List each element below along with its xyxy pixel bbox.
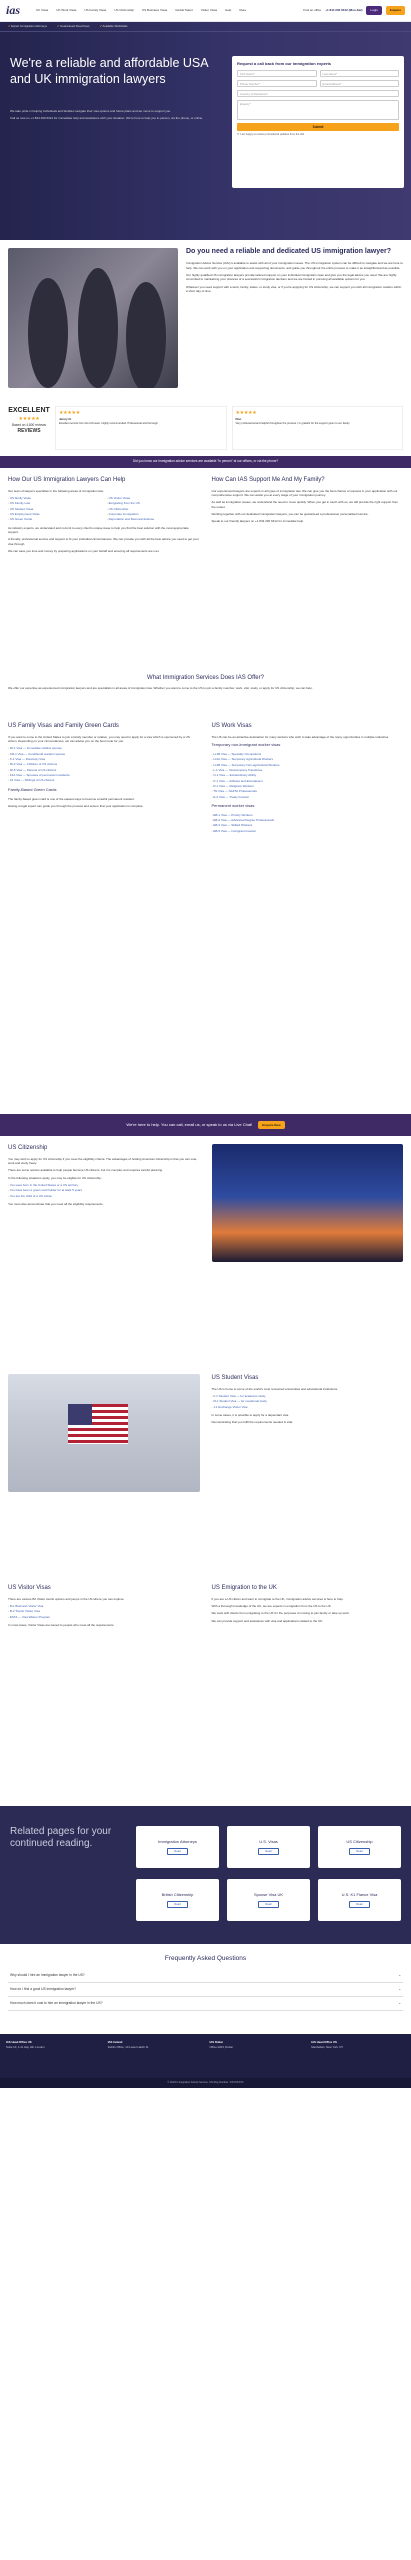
list-item[interactable]: › EB-5 Visa — Immigrant Investor (212, 829, 404, 833)
list-item[interactable]: › Corporate Immigration (107, 512, 200, 516)
header-actions (303, 6, 405, 14)
family-title: US Family Visas and Family Green Cards (8, 723, 119, 729)
list-item[interactable]: › L-1 Visa — Intracompany Transferee (212, 768, 404, 772)
support-p3: Working together with our dedicated immigration lawyers, you can be guaranteed a professional, personalised service. (211, 512, 369, 517)
list-item[interactable]: › IR-1 Visa — Immediate relative spouse (8, 746, 200, 750)
nav-item[interactable]: More (239, 8, 247, 13)
reviewer-name: Jenny N. (59, 417, 72, 422)
nav-item[interactable]: UK Work Visas (56, 8, 77, 13)
nav-item[interactable]: US Business Visas (142, 8, 168, 13)
visitor-visa-list (8, 1604, 200, 1620)
family-p3: Having a legal expert can guide you through the process and ensure that your application is complete. (8, 803, 144, 808)
dedicated-section (0, 240, 411, 400)
list-item[interactable]: › You are the child of a US citizen (8, 1194, 200, 1198)
family-p: If you want to come to the United States to join a family member or relative, you may need to apply for a visa which is sponsored by a US citizen. Depending on your circumstances, we can advise you on the best route for you. (8, 734, 190, 744)
star-rating-icon: ★★★★★ (18, 416, 40, 423)
citizenship-section (0, 1136, 411, 1366)
emigration-p3: We work with clients from emigrating to the UK for the purposes of moving to join family or take up work. (211, 1611, 350, 1616)
list-item[interactable]: › Deportation and Removal defense (107, 517, 200, 521)
chevron-down-icon: ⌄ (398, 1973, 401, 1978)
list-item[interactable]: › B-1 Business Visitor Visa (8, 1604, 200, 1608)
hero-text-2: Call us now on +1 844 290 6312 for immediate help and assistance with your situation. We're here to help you in-person, via the phone, or online. (10, 116, 204, 121)
list-item[interactable]: › EB-3 Visa — Skilled Workers (212, 823, 404, 827)
city-skyline-photo (212, 1144, 404, 1262)
faq-question: How do I find a good US immigration lawyer? (10, 1987, 76, 1992)
main-nav (36, 8, 303, 12)
lawyers-team-photo (8, 248, 178, 388)
help-p4: We can save you time and money by preparing applications on your behalf and ensuring all requirements are met. (8, 549, 160, 554)
list-item[interactable]: › You were born in the United States or a US territory (8, 1183, 200, 1187)
review-card (55, 406, 227, 450)
list-item[interactable]: › IR-2 Visa — Children of US citizens (8, 762, 200, 766)
work-p: The US can be an attractive destination for many workers who wish to take advantage of the many opportunities in multiple industries. (211, 734, 390, 739)
list-item[interactable]: › M-1 Student Visa — for vocational study (212, 1399, 404, 1403)
login-button[interactable]: Login (366, 6, 381, 14)
list-item[interactable]: › F-1 Student Visa — for academic study (212, 1394, 404, 1398)
list-item[interactable]: › US family Visas (8, 496, 101, 500)
faq-item[interactable] (8, 1997, 403, 2011)
promo-checkbox[interactable]: ☐ I am happy to receive promotional updates from the IAS (237, 133, 305, 137)
enquire-button[interactable]: Enquire (386, 6, 405, 14)
footer-office-address: Suite 10, 1-11 Hay Hill, London (6, 2045, 45, 2050)
cta-banner (0, 1114, 411, 1136)
related-card-title: Immigration Attorneys (158, 1838, 197, 1844)
related-card-title: British Citizenship (161, 1891, 194, 1897)
services-intro: We offer our expertise as experienced immigration lawyers and are specialists in all areas of immigration law. Whether you want to come to the US to join a family member, work, visit, study, or apply for US citizenship, we can help. (8, 685, 313, 690)
family-visa-list (8, 746, 200, 783)
promo-checkbox-label: I am happy to receive promotional updates from the IAS (240, 133, 305, 137)
footer-office-address: Dublin Office, 10 Lower Hatch St (107, 2045, 149, 2050)
nav-item[interactable]: Global Talent (175, 8, 193, 13)
top-nav-bar (0, 0, 411, 22)
list-item[interactable]: › Emigrating from the US (107, 501, 200, 505)
cta-text: We're here to help. You can call, email us, or speak to us via Live Chat! (126, 1122, 253, 1128)
read-button[interactable]: Read (167, 1901, 187, 1909)
related-card[interactable] (318, 1879, 401, 1921)
footer-office-title: IAS Ireland (107, 2040, 123, 2044)
dedicated-title: Do you need a reliable and dedicated US immigration lawyer? (186, 248, 391, 255)
faq-question: Why should I hire an immigration lawyer in the US? (10, 1973, 85, 1978)
list-item[interactable]: › H-2A Visa — Temporary Agricultural Workers (212, 757, 404, 761)
callback-form (232, 56, 404, 188)
footer-office-title: IAS Head Office US (311, 2040, 337, 2044)
list-item[interactable]: › TN Visa — NAFTA Professionals (212, 789, 404, 793)
list-item[interactable]: › CR-1 Visa — Conditional resident spouse (8, 752, 200, 756)
hero-section (0, 22, 411, 240)
faq-title: Frequently Asked Questions (164, 1955, 247, 1962)
related-card-title: U.S. Visas (259, 1838, 278, 1844)
student-section (0, 1366, 411, 1576)
first-name-field[interactable]: First Name* (237, 70, 317, 77)
family-green-card-title: Family-Based Green Cards (8, 786, 57, 792)
chevron-down-icon: ⌄ (398, 2000, 401, 2005)
enquire-now-button[interactable]: Enquire Now (258, 1121, 284, 1129)
list-item[interactable]: › R-1 Visa — Religious Workers (212, 784, 404, 788)
family-p2: The family-based green card is one of the easiest ways to become a lawful permanent resident. (8, 796, 135, 801)
related-card-title: Spouse Visa UK (253, 1891, 284, 1897)
footer-column (311, 2040, 405, 2072)
usp-item: ✔ Expert Immigration Attorneys (8, 24, 47, 28)
related-card-title: US Citizenship (346, 1838, 373, 1844)
temp-worker-title: Temporary non-immigrant worker visas (211, 742, 281, 748)
visitor-p1: There are various B2 Visitor tourist options and jumps in the US where you can explore. (8, 1596, 125, 1601)
list-item[interactable]: › EB-1 Visa — Priority Workers (212, 813, 404, 817)
support-p2: As well as immigration issues, we understand the need to move quickly. When you get in touch with us, we will provide the right support from the outset. (211, 500, 399, 509)
student-p2: In some cases, it is possible to apply for a dependant visa. (211, 1413, 290, 1418)
country-select[interactable]: Country of Residence* (237, 90, 399, 97)
visitor-emigration-section (0, 1576, 411, 1806)
list-item[interactable]: › US Employment Visas (8, 512, 101, 516)
help-p2: As industry experts, we understand and commit to every client's unique issue to help you find the best solution with the most appropriate support. (8, 525, 189, 535)
footer-office-address: Office 2203, Dubai (209, 2045, 233, 2050)
hero-title: We're a reliable and affordable USA and UK immigration lawyers (10, 56, 208, 86)
footer-office-address: Manhattan, New York, NY (311, 2045, 344, 2050)
last-name-field[interactable]: Last Name* (320, 70, 400, 77)
help-support-section (0, 468, 411, 668)
nav-item[interactable]: UK Visas (36, 8, 49, 13)
list-item[interactable]: › US Family Law (8, 501, 101, 505)
emigration-title: US Emigration to the UK (211, 1585, 277, 1591)
student-title: US Student Visas (211, 1375, 259, 1381)
support-p1: Our experienced lawyers are experts in all types of immigration law. We can give you the best chance of success in your application with our comprehensive support. We can assist you at every stage of your immigration journey. (211, 488, 398, 498)
email-field[interactable]: Email Address* (320, 80, 400, 87)
review-count: Based on 4,800 reviews (11, 423, 47, 428)
rating-label: EXCELLENT (8, 407, 50, 414)
nav-item[interactable]: Visitor Visas (200, 8, 218, 13)
list-item[interactable]: › EB-2 Visa — Advanced Degree Professionals (212, 818, 404, 822)
hero-subtitle (10, 109, 215, 124)
emigration-p4: We can provide support and assistance with visa and applications related to the UK. (211, 1618, 324, 1623)
review-card (232, 406, 404, 450)
list-item[interactable]: › US Green Cards (8, 517, 101, 521)
visitor-p2: In most cases, Visitor Visas are issued to people who meet all the requirements. (8, 1623, 115, 1628)
related-card[interactable] (227, 1879, 310, 1921)
form-title: Request a call back from our immigration experts (237, 61, 332, 66)
usp-item: ✔ Available Worldwide (100, 24, 128, 28)
list-item[interactable]: › ESTA — Visa Waiver Program (8, 1615, 200, 1619)
faq-item[interactable] (8, 1983, 403, 1997)
footer (0, 2034, 411, 2078)
review-score (8, 406, 50, 435)
copyright: © 2024 Immigration Advice Service. US Reg Number: XXXXXXXX (0, 2078, 411, 2088)
list-item[interactable]: › B-2 Tourist Visitor Visa (8, 1609, 200, 1613)
help-title: How Our US Immigration Lawyers Can Help (8, 477, 126, 483)
perm-visa-list (212, 813, 404, 834)
support-p4: Speak to our friendly lawyers on +1 844 290 6312 for immediate help. (211, 519, 304, 524)
nav-item[interactable]: US Family Visas (84, 8, 107, 13)
read-button[interactable]: Read (258, 1901, 278, 1909)
list-item[interactable]: › US Citizenship (107, 507, 200, 511)
citizenship-list (8, 1183, 200, 1199)
usp-item: ✔ Guaranteed Fixed Fees (57, 24, 90, 28)
services-title: What Immigration Services Does IAS Offer? (147, 675, 264, 681)
list-item[interactable]: › F4 Visa — Siblings of US citizens (8, 778, 200, 782)
related-pages (0, 1806, 411, 1944)
star-rating-icon: ★★★★★ (235, 410, 257, 416)
promo-banner: Did you know our immigration advice services are available "in person" at our offices, or via the phone? (0, 456, 411, 468)
reviews-brand: REVIEWS (17, 428, 41, 435)
support-title: How Can IAS Support Me And My Family? (211, 477, 325, 483)
footer-column (6, 2040, 100, 2072)
usp-bar (0, 22, 411, 32)
us-flag-photo (8, 1374, 200, 1492)
list-item[interactable]: › K-1 Visa — Fiancé(e) Visa (8, 757, 200, 761)
faq-question: How much does it cost to hire an immigration lawyer in the US? (10, 2000, 103, 2005)
review-text: Excellent service from the IAS team. Highly recommended. Professional and thorough. (59, 422, 159, 425)
related-card[interactable] (227, 1826, 310, 1868)
faq-section (0, 1944, 411, 2034)
list-item[interactable]: › O-1 Visa — Extraordinary Ability (212, 773, 404, 777)
list-item[interactable]: › J-1 Exchange Visitor Visa (212, 1405, 404, 1409)
phone-number[interactable]: +1 844 290 6312 (Mon-Sat) (325, 8, 363, 13)
related-card-title: U.S. K1 Fiance Visa (341, 1891, 378, 1897)
help-intro: Our team of lawyers specialise in the following areas of immigration law: (8, 488, 104, 493)
help-p3: A friendly, professional service and support to fit your individual circumstances. We can provide you with all the best advice you need to get your visa through. (8, 537, 199, 546)
list-item[interactable]: › US Student Visas (8, 507, 101, 511)
footer-column (210, 2040, 304, 2072)
dedicated-p2: Our highly qualified US immigration lawyers provide tailored support on your individual immigration case and give you the legal advice you need. We are highly committed to maintaining your chances of a successful immigration decision and we are limited in pursuing all available options for you. (186, 273, 397, 282)
dedicated-p1: Immigration Advice Service (IAS) is available to assist with all of your immigration issues. The US immigration system can be difficult to navigate and we are here to help. We can work with you on your application and supporting documents, and guide you throughout the entire process to make it as straightforward as possible. (186, 261, 403, 270)
list-item[interactable]: › P-1 Visa — Athletes and Entertainers (212, 779, 404, 783)
citizenship-p1: You may wish to apply for US citizenship if you meet the eligibility criteria. The advantages of holding American citizenship is that you can vote, work and study freely. (8, 1156, 198, 1166)
enquiry-textarea[interactable]: Enquiry* (237, 100, 399, 120)
services-list-2 (107, 496, 200, 523)
find-office-link[interactable]: Find an office (303, 8, 322, 13)
list-item[interactable]: › H-1B Visa — Specialty Occupations (212, 752, 404, 756)
dedicated-p3: Whatever you need support with a work, family, status, or study visa, or if you're applying for US citizenship, we can support you with all immigration matters within a short day of time. (186, 284, 402, 294)
read-button[interactable]: Read (258, 1848, 278, 1856)
hero-text: We take pride in helping individuals and families navigate their visa options and future plans and we move to support you. (10, 109, 172, 113)
nav-item[interactable]: US Citizenship (114, 8, 134, 13)
star-rating-icon: ★★★★★ (59, 410, 80, 416)
list-item[interactable]: › US Visitor Visas (107, 496, 200, 500)
list-item[interactable]: › IR-5 Visa — Parents of US citizens (8, 768, 200, 772)
reviewer-name: Ron (235, 417, 242, 422)
work-visa-list (212, 752, 404, 800)
citizenship-p3: In the following situations apply, you may be eligible for US citizenship: (8, 1175, 102, 1180)
list-item[interactable]: › You have been a green card holder for at least 5 years (8, 1188, 200, 1192)
faq-item[interactable] (8, 1969, 403, 1983)
footer-office-title: IAS Head Office UK (6, 2040, 32, 2044)
submit-button[interactable]: Submit (237, 123, 399, 132)
work-title: US Work Visas (211, 723, 252, 729)
emigration-p1: If you are a US citizen and want to immigrate to the UK, immigration advice services is here to help. (211, 1596, 344, 1601)
related-card[interactable] (318, 1826, 401, 1868)
list-item[interactable]: › F2A Visa — Spouses of permanent residents (8, 773, 200, 777)
services-list-1 (8, 496, 101, 523)
citizenship-p2: There are some options available to help people become US citizens, but it is complex and requires careful planning. (8, 1168, 163, 1173)
footer-column (108, 2040, 202, 2072)
chevron-down-icon: ⌄ (398, 1987, 401, 1992)
related-cards-grid (136, 1826, 401, 1924)
related-card[interactable] (136, 1879, 219, 1921)
read-button[interactable]: Read (167, 1848, 187, 1856)
reviews-section (0, 400, 411, 456)
student-p1: The US is home to some of the world's most renowned universities and educational institutions. (211, 1386, 338, 1391)
nav-item[interactable]: Help (225, 8, 232, 13)
read-button[interactable]: Read (349, 1901, 369, 1909)
citizenship-title: US Citizenship (8, 1145, 48, 1151)
citizenship-p4: You must also demonstrate that you meet all the eligibility requirements. (8, 1202, 104, 1207)
list-item[interactable]: › E-2 Visa — Treaty Investor (212, 795, 404, 799)
student-p3: Demonstrating that you fulfil the requirements needed is vital. (211, 1420, 293, 1425)
emigration-p2: With a thorough knowledge of the UK, we are experts in emigration from the US to the UK. (211, 1604, 332, 1609)
student-visa-list (212, 1394, 404, 1410)
related-card[interactable] (136, 1826, 219, 1868)
related-title: Related pages for your continued reading. (10, 1826, 112, 1849)
family-work-section (0, 714, 411, 1114)
phone-field[interactable]: Phone Number* (237, 80, 317, 87)
perm-worker-title: Permanent worker visas (211, 802, 255, 808)
ias-logo[interactable]: ias (6, 2, 21, 17)
services-overview (0, 674, 411, 714)
review-text: Very professional and helpful throughout the process. I'm grateful for the support given to our family. (235, 422, 350, 425)
visitor-title: US Visitor Visas (8, 1585, 51, 1591)
list-item[interactable]: › H-2B Visa — Temporary Non-agricultural Workers (212, 763, 404, 767)
read-button[interactable]: Read (349, 1848, 369, 1856)
footer-office-title: IAS Dubai (209, 2040, 223, 2044)
